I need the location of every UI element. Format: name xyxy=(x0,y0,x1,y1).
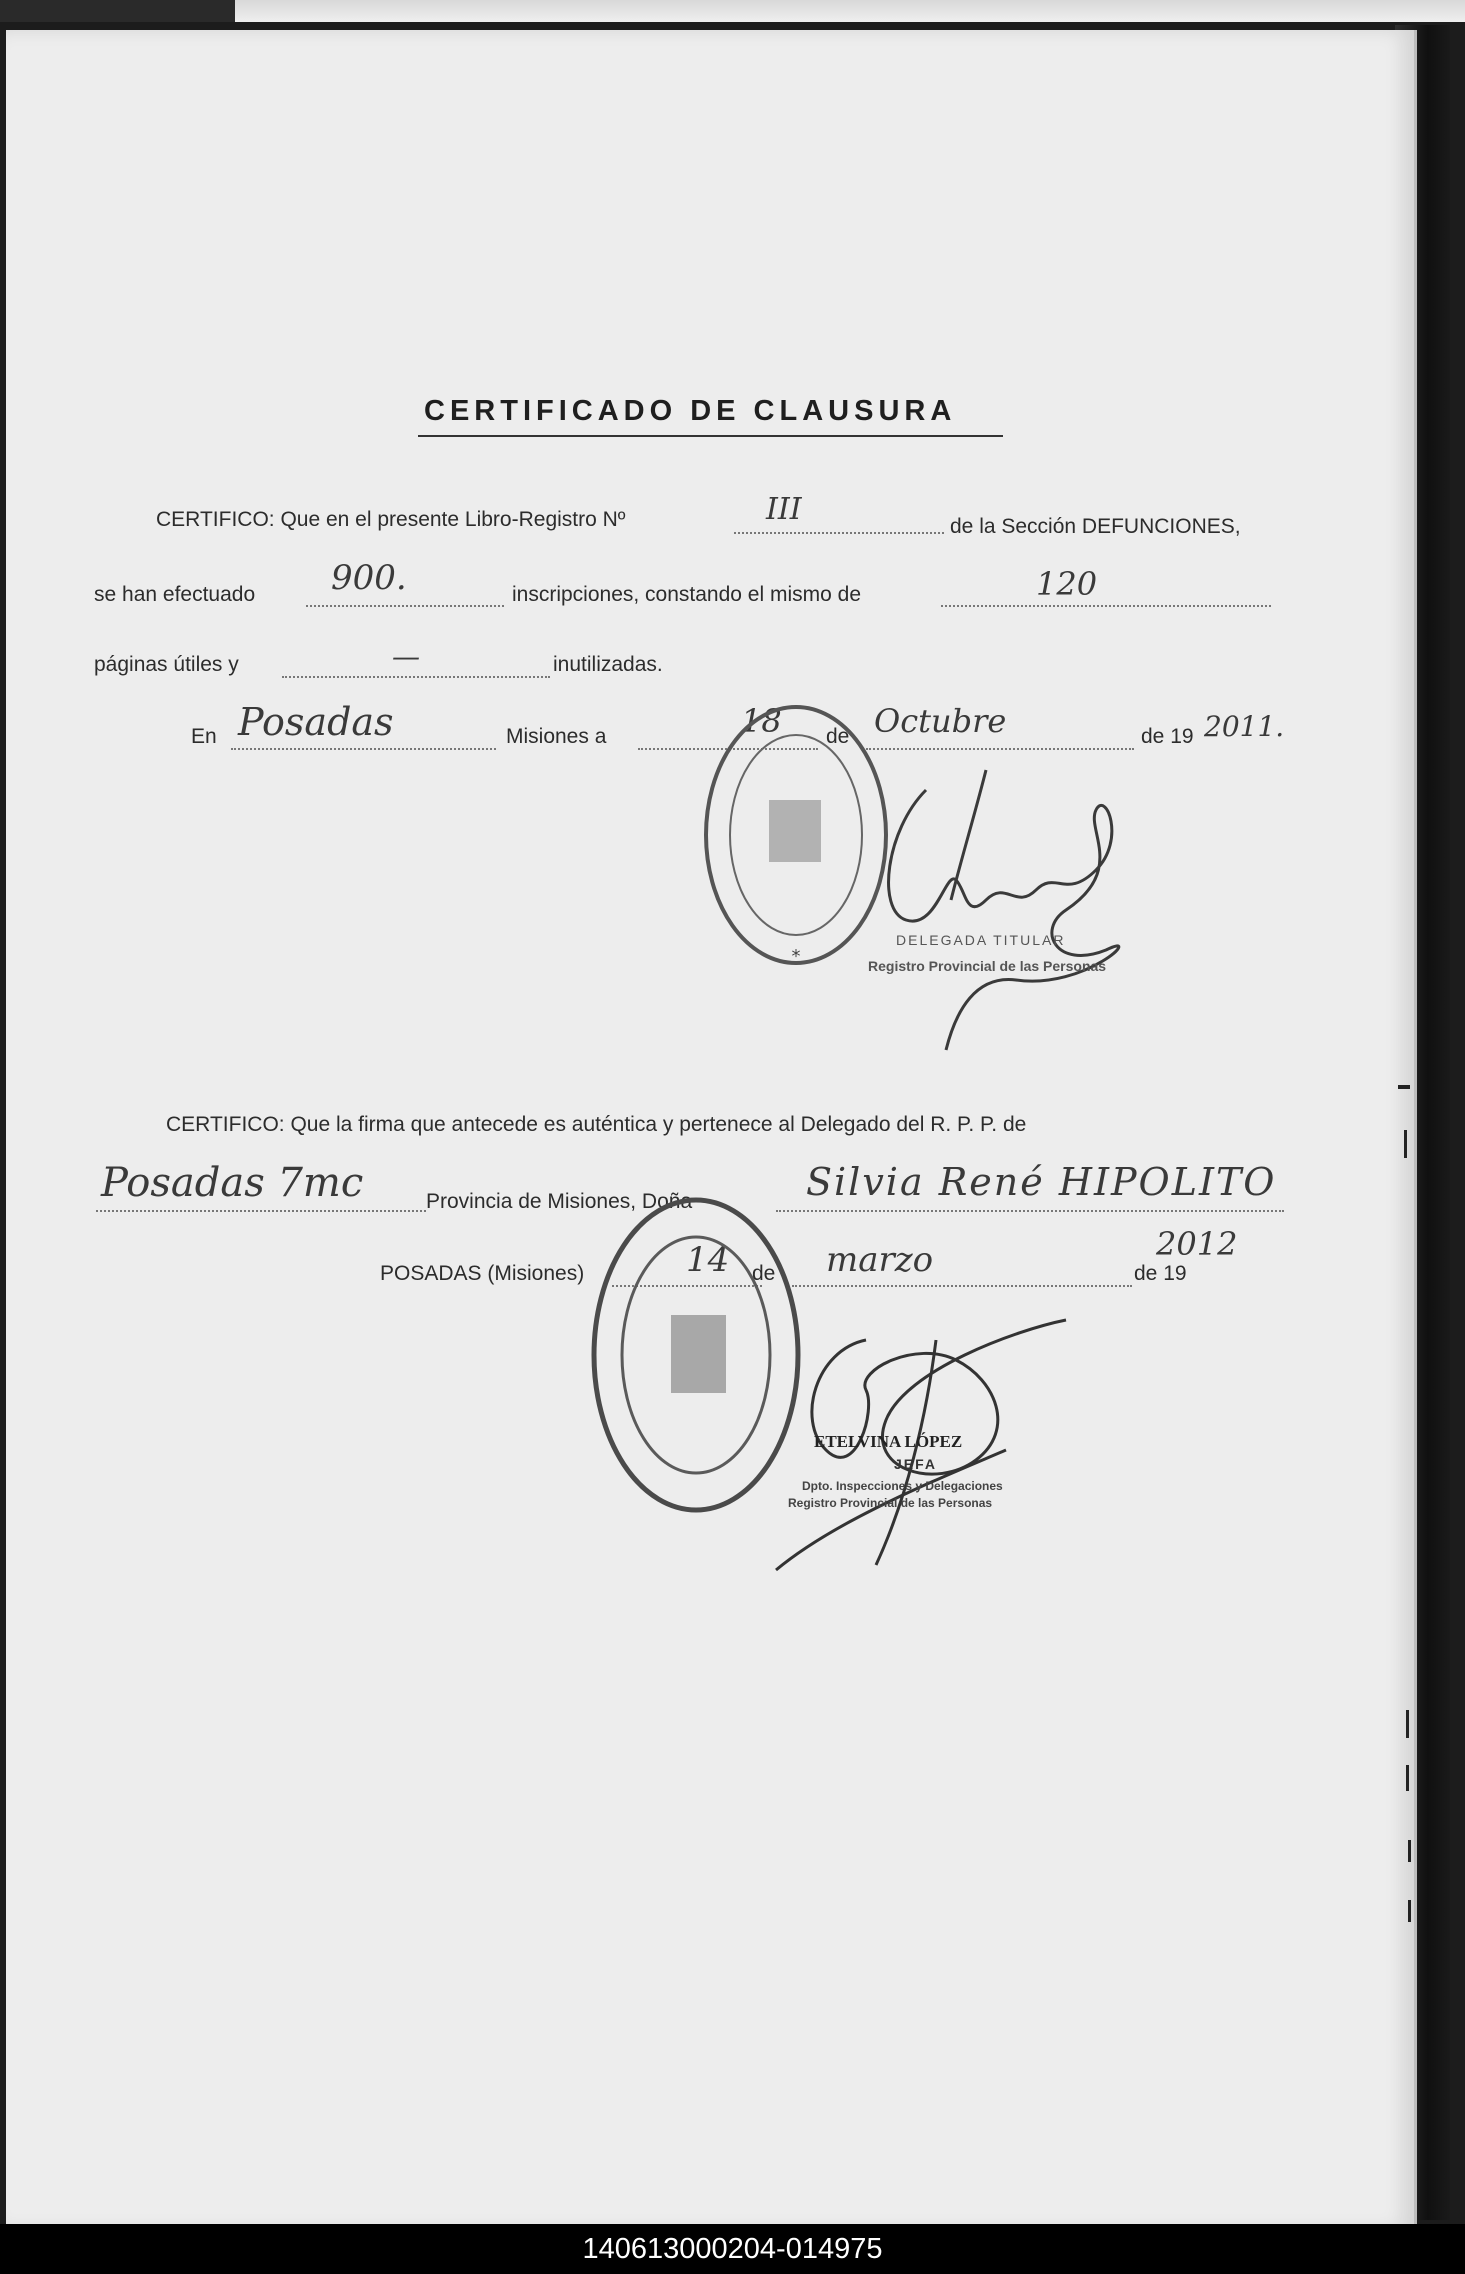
stamp2-dept2: Registro Provincial de las Personas xyxy=(788,1496,993,1510)
cert2-year-value: 2012 xyxy=(1156,1225,1238,1263)
footer-id-bar xyxy=(0,2224,1465,2274)
cert2-de19: de 19 xyxy=(1134,1262,1187,1285)
cert1-line1-prefix: CERTIFICO: Que en el presente Libro-Registro Nº xyxy=(156,508,626,531)
cert2-month-value: marzo xyxy=(826,1240,934,1280)
cert2-posadas: POSADAS (Misiones) xyxy=(380,1262,585,1285)
month-value: Octubre xyxy=(874,702,1007,740)
cert2-place-dots xyxy=(96,1210,426,1212)
title-underline xyxy=(418,435,1003,437)
day-value: 18 xyxy=(741,702,782,740)
cert1-line1-suffix: de la Sección DEFUNCIONES, xyxy=(950,515,1241,538)
cert1-de19: de 19 xyxy=(1141,725,1194,748)
libro-no-dots xyxy=(734,532,944,534)
cert2-provincia: Provincia de Misiones, Doña xyxy=(426,1190,693,1213)
cert1-line2-middle: inscripciones, constando el mismo de xyxy=(512,583,862,606)
cert1-line3-suffix: inutilizadas. xyxy=(553,653,663,676)
stamp1-line2: Registro Provincial de las Personas xyxy=(868,958,1107,974)
stamp2-name: ETELVINA LÓPEZ xyxy=(814,1432,963,1451)
paginas-dots xyxy=(941,605,1271,607)
cert2-line1: CERTIFICO: Que la firma que antecede es auténtica y pertenece al Delegado del R. P. P. de xyxy=(166,1113,1027,1136)
year-value: 2011. xyxy=(1204,710,1285,743)
cert2-place-value: Posadas 7mc xyxy=(101,1160,364,1206)
document-page xyxy=(6,30,1417,2230)
footer-id: 140613000204-014975 xyxy=(582,2233,883,2265)
stamp2-role: JEFA xyxy=(894,1456,938,1472)
libro-no-value: III xyxy=(766,492,802,527)
inscripciones-value: 900. xyxy=(331,558,407,598)
svg-text:*: * xyxy=(791,946,801,967)
signature-1-icon xyxy=(866,750,1166,1060)
cert1-misiones-a: Misiones a xyxy=(506,725,607,748)
stamp1-line1: DELEGADA TITULAR xyxy=(896,932,1066,948)
scan-corner-shadow xyxy=(0,0,235,22)
cert2-name-value: Silvia René HIPOLITO xyxy=(806,1160,1277,1204)
paginas-value: 120 xyxy=(1036,565,1098,603)
cert2-month-dots xyxy=(792,1285,1132,1287)
cert1-line3-prefix: páginas útiles y xyxy=(94,653,239,676)
place-dots xyxy=(231,748,496,750)
inscripciones-dots xyxy=(306,605,504,607)
cert2-de: de xyxy=(752,1262,776,1285)
cert2-name-dots xyxy=(776,1210,1284,1212)
inutilizadas-value: — xyxy=(392,640,420,673)
cert1-line2-prefix: se han efectuado xyxy=(94,583,256,606)
place-value: Posadas xyxy=(238,700,394,744)
stamp2-dept1: Dpto. Inspecciones y Delegaciones xyxy=(802,1479,1003,1493)
document-title: CERTIFICADO DE CLAUSURA xyxy=(424,395,957,427)
cert1-de: de xyxy=(826,725,850,748)
inutilizadas-dots xyxy=(282,676,550,678)
cert1-en: En xyxy=(191,725,217,748)
cert2-day-value: 14 xyxy=(686,1240,730,1280)
